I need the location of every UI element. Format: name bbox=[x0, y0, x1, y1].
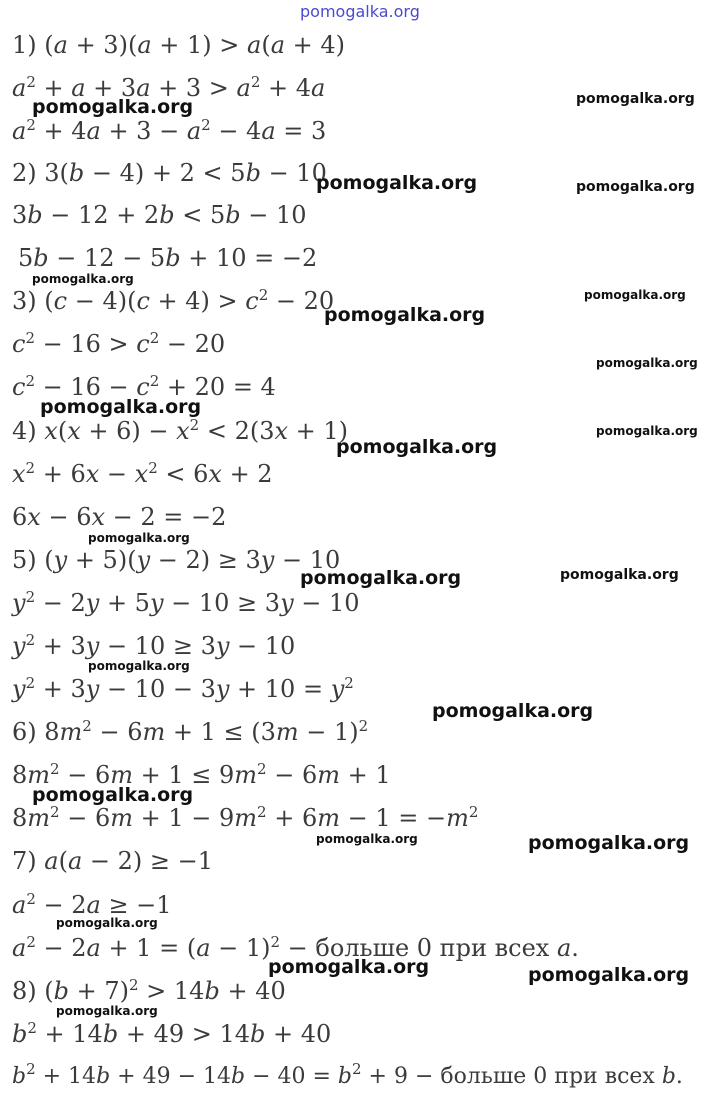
math-line-8: $c^2 - 16 > c^2 - 20$ bbox=[12, 329, 226, 358]
watermark: pomogalka.org bbox=[576, 91, 695, 107]
math-line-16: $y^2 + 3y - 10 - 3y + 10 = y^2$ bbox=[12, 674, 354, 703]
math-line-24: $b^2 + 14b + 49 > 14b + 40$ bbox=[12, 1019, 332, 1048]
math-line-6: 5b − 12 − 5b + 10 = −2 bbox=[18, 244, 318, 272]
math-line-5: 3b − 12 + 2b < 5b − 10 bbox=[12, 201, 307, 229]
math-line-1: 1) (a + 3)(a + 1) > a(a + 4) bbox=[12, 31, 345, 59]
watermark: pomogalka.org bbox=[32, 784, 194, 806]
watermark: pomogalka.org bbox=[596, 356, 698, 370]
header-watermark: pomogalka.org bbox=[300, 2, 420, 21]
math-line-4: 2) 3(b − 4) + 2 < 5b − 10 bbox=[12, 159, 327, 187]
math-line-9: $c^2 - 16 - c^2 + 20 = 4$ bbox=[12, 372, 276, 401]
watermark: pomogalka.org bbox=[88, 659, 190, 673]
watermark: pomogalka.org bbox=[432, 700, 594, 722]
watermark: pomogalka.org bbox=[56, 1004, 158, 1018]
watermark: pomogalka.org bbox=[316, 172, 478, 194]
watermark: pomogalka.org bbox=[324, 304, 486, 326]
watermark: pomogalka.org bbox=[596, 424, 698, 438]
math-line-25: $b^2 + 14b + 49 - 14b - 40 = b^2 + 9$ − больше 0 при всех b. bbox=[12, 1060, 683, 1089]
watermark: pomogalka.org bbox=[576, 179, 695, 195]
math-line-11: $x^2 + 6x - x^2 < 6x + 2$ bbox=[12, 459, 273, 488]
math-line-20: 7) a(a − 2) ≥ −1 bbox=[12, 847, 214, 875]
watermark: pomogalka.org bbox=[316, 832, 418, 846]
watermark: pomogalka.org bbox=[268, 956, 430, 978]
math-line-19: $8m^2 - 6m + 1 - 9m^2 + 6m - 1 = -m^2$ bbox=[12, 803, 479, 832]
watermark: pomogalka.org bbox=[56, 916, 158, 930]
math-line-17: 6) $8m^2 - 6m + 1 \le (3m - 1)^2$ bbox=[12, 717, 369, 746]
math-line-3: $a^2 + 4a + 3 - a^2 - 4a = 3$ bbox=[12, 116, 327, 145]
math-line-12: 6x − 6x − 2 = −2 bbox=[12, 503, 227, 531]
math-line-15: $y^2 + 3y - 10 \ge 3y - 10$ bbox=[12, 631, 296, 660]
watermark: pomogalka.org bbox=[528, 832, 690, 854]
math-line-14: $y^2 - 2y + 5y - 10 \ge 3y - 10$ bbox=[12, 588, 360, 617]
math-line-2: $a^2 + a + 3a + 3 > a^2 + 4a$ bbox=[12, 73, 326, 102]
watermark: pomogalka.org bbox=[32, 272, 134, 286]
math-line-23: 8) $(b + 7)^2 > 14b + 40$ bbox=[12, 976, 286, 1005]
watermark: pomogalka.org bbox=[300, 567, 462, 589]
watermark: pomogalka.org bbox=[32, 96, 194, 118]
watermark: pomogalka.org bbox=[40, 396, 202, 418]
math-line-18: $8m^2 - 6m + 1 \le 9m^2 - 6m + 1$ bbox=[12, 760, 391, 789]
math-line-22: $a^2 - 2a + 1 = (a - 1)^2$ − больше 0 при всех a. bbox=[12, 933, 579, 962]
watermark: pomogalka.org bbox=[584, 288, 686, 302]
math-line-21: $a^2 - 2a \ge -1$ bbox=[12, 890, 172, 919]
math-line-13: 5) (y + 5)(y − 2) ≥ 3y − 10 bbox=[12, 546, 341, 574]
watermark: pomogalka.org bbox=[88, 531, 190, 545]
math-line-7: 3) $(c - 4)(c + 4) > c^2 - 20$ bbox=[12, 286, 335, 315]
watermark: pomogalka.org bbox=[336, 436, 498, 458]
watermark: pomogalka.org bbox=[560, 567, 679, 583]
math-line-10: 4) $x(x + 6) - x^2 < 2(3x + 1)$ bbox=[12, 416, 349, 445]
watermark: pomogalka.org bbox=[528, 964, 690, 986]
